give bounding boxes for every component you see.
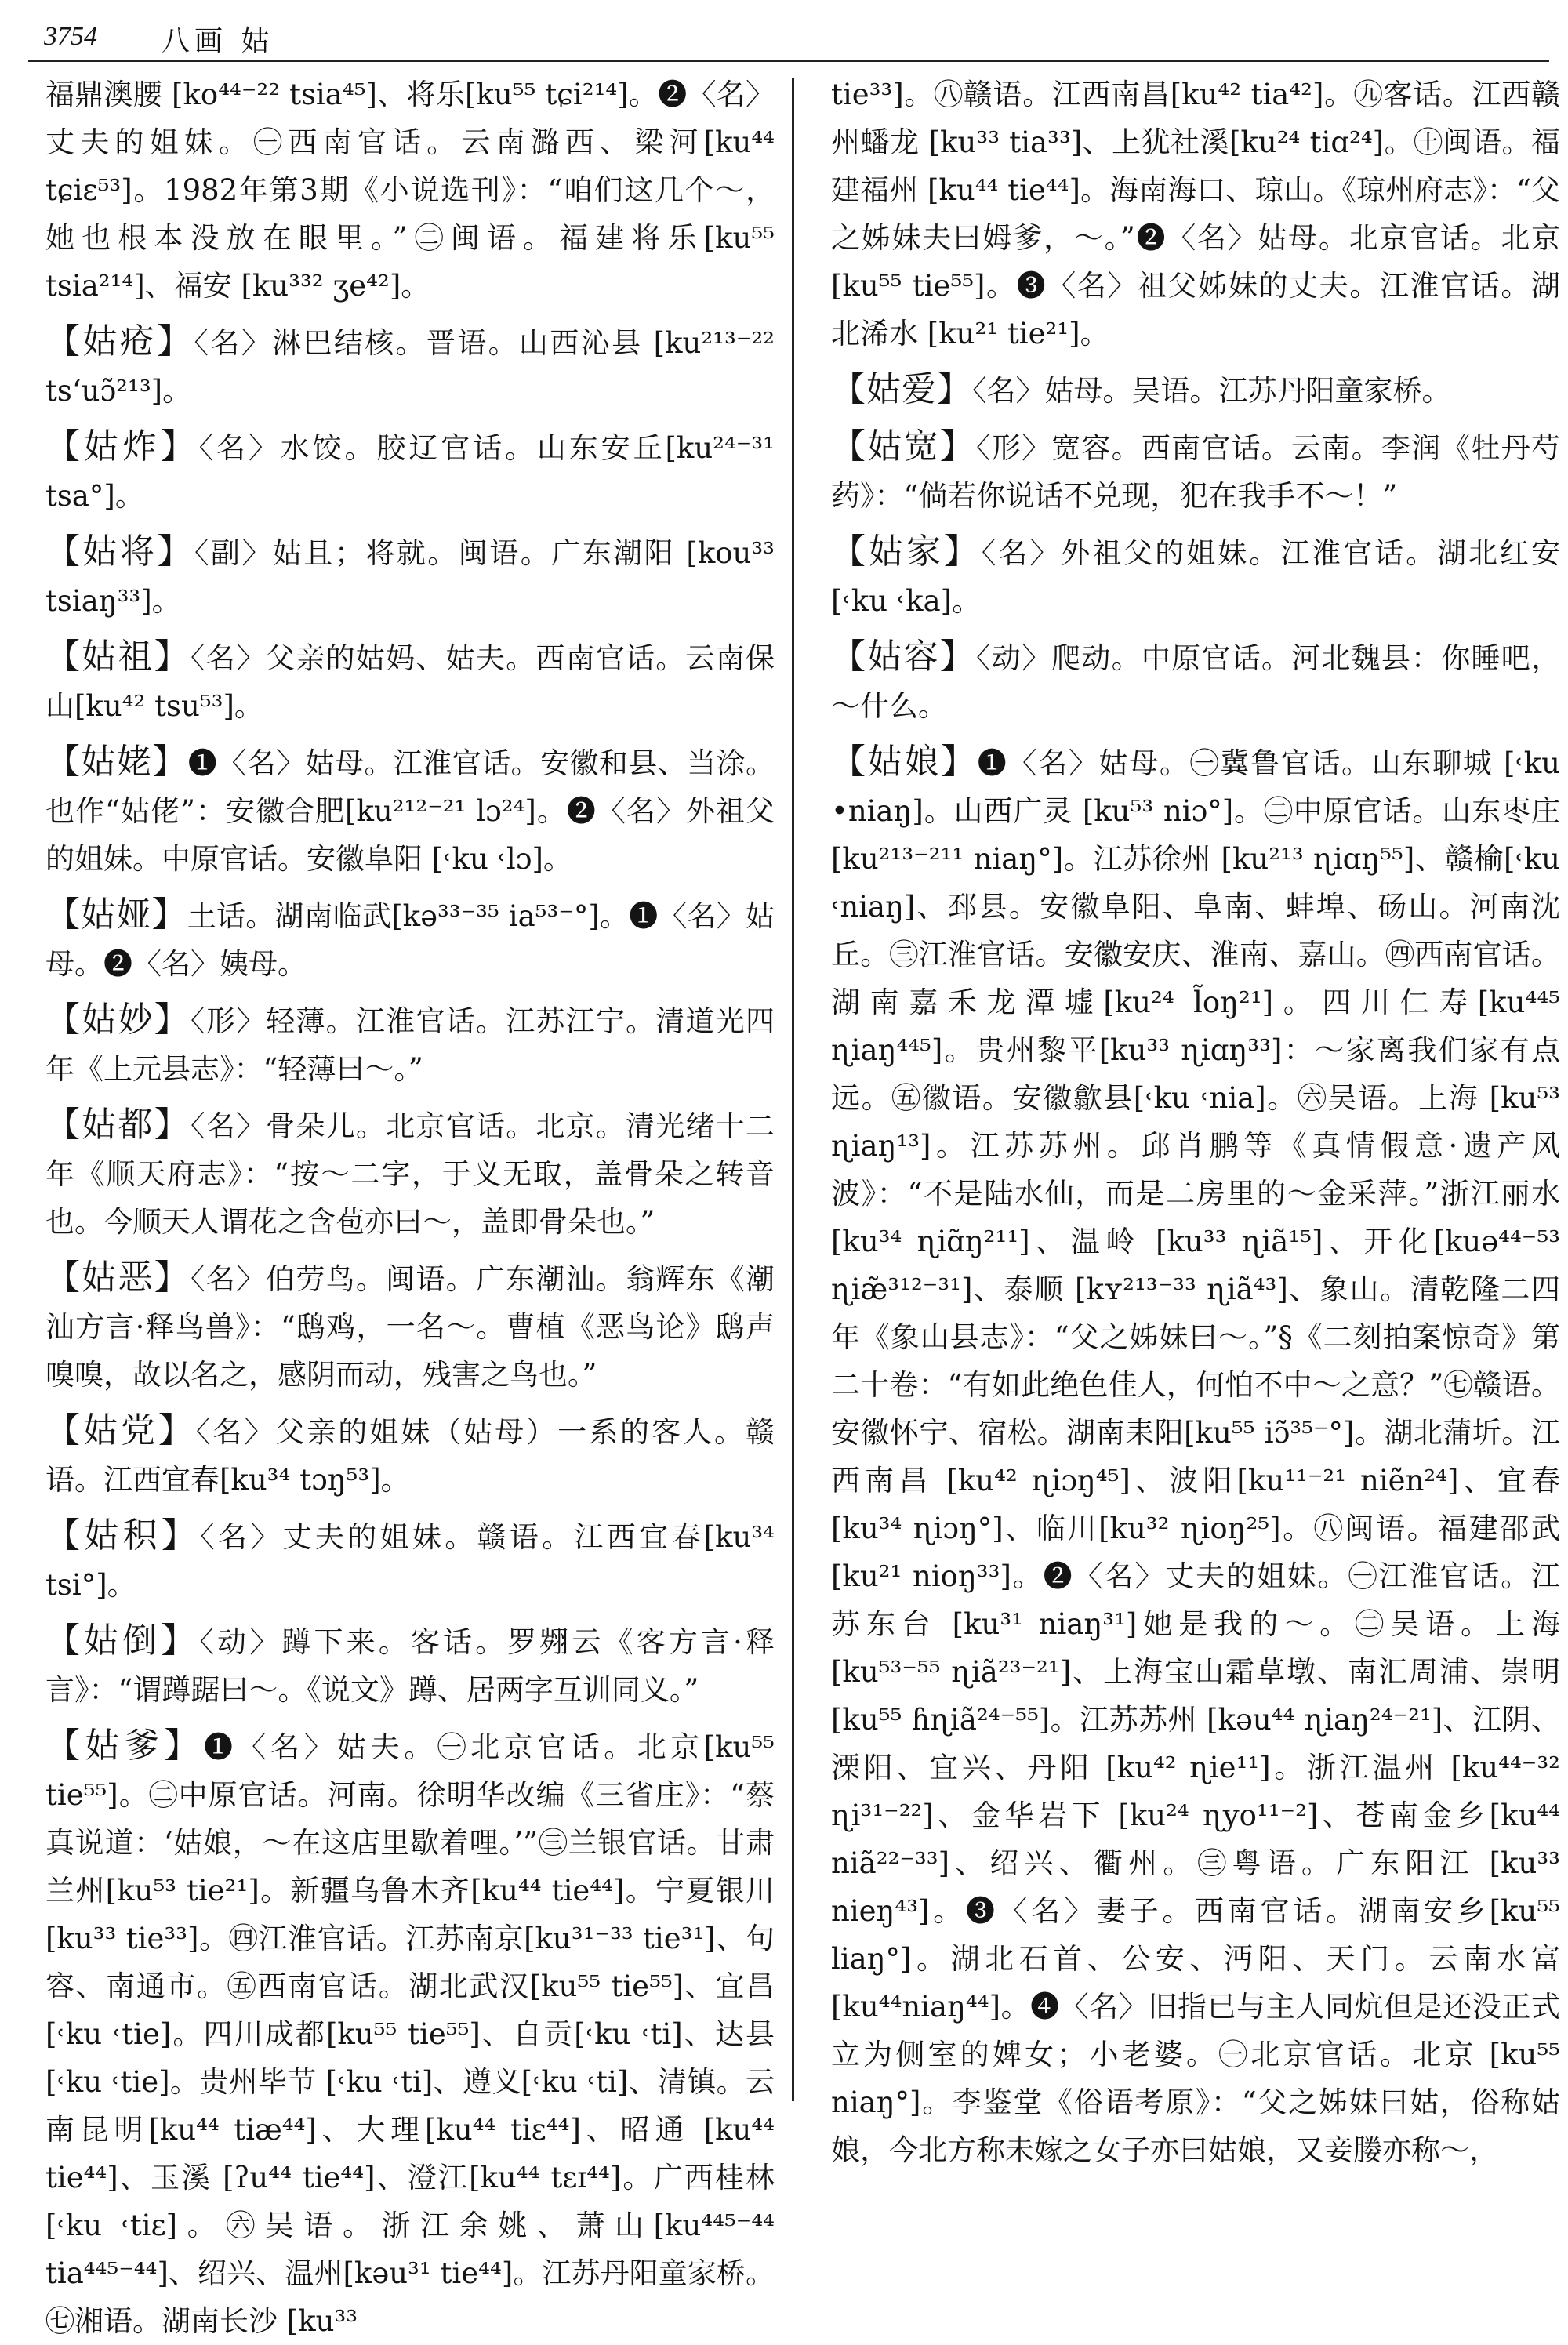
entry-headword: 【姑倒】 <box>45 1621 200 1661</box>
entry-text: 〈名〉父亲的姑妈、姑夫。西南官话。云南保山[ku⁴² tsu⁵³]。 <box>45 641 775 723</box>
dictionary-entry <box>831 69 1560 358</box>
entry-headword: 【姑娅】 <box>45 895 187 935</box>
entry-headword: 【姑容】 <box>831 637 976 677</box>
entry-text: 〈名〉伯劳鸟。闽语。广东潮汕。翁辉东《潮汕方言·释鸟兽》：“鸱鸡，一名～。曹植《恶鸟论》鸱声嗅嗅，故以名之，感阴而动，残害之鸟也。” <box>45 1262 775 1392</box>
entry-headword: 【姑炸】 <box>45 427 199 466</box>
entry-text: ❶〈名〉姑母。㊀冀鲁官话。山东聊城 [˓ku •niaŋ]。山西广灵 [ku⁵³ niɔ°]。㊁中原官话。山东枣庄[ku²¹³⁻²¹¹ niaŋ°]。江苏徐州 [ku²¹³ ɳiɑŋ⁵⁵]、赣榆[˓ku ˓niaŋ]、邳县。安徽阜阳、阜南、蚌埠、砀山。河南沈丘。㊂江淮官话。安徽安庆、淮南、嘉山。㊃西南官话。湖南嘉禾龙潭墟[ku²⁴ l̃oŋ²¹]。四川仁寿[ku⁴⁴⁵ ɳiaŋ⁴⁴⁵]。贵州黎平[ku³³ ɳiɑŋ³³]：～家离我们家有点远。㊄徽语。安徽歙县[˓ku ˓nia]。㊅吴语。上海 [ku⁵³ ɳiaŋ¹³]。江苏苏州。邱肖鹏等《真情假意·遗产风波》：“不是陆水仙，而是二房里的～金采萍。”浙江丽水 [ku³⁴ ɳiɑ̃ŋ²¹¹]、温岭 [ku³³ ɳiã¹⁵]、开化[kuə⁴⁴⁻⁵³ ɳiæ̃³¹²⁻³¹]、泰顺 [kʏ²¹³⁻³³ ɳiã⁴³]、象山。清乾隆二四年《象山县志》：“父之姊妹曰～。”§《二刻拍案惊奇》第二十卷：“有如此绝色佳人，何怕不中～之意？”㊆赣语。安徽怀宁、宿松。湖南耒阳[ku⁵⁵ iɔ̃³⁵⁻°]。湖北蒲圻。江西南昌 [ku⁴² ɳiɔŋ⁴⁵]、波阳[ku¹¹⁻²¹ niẽn²⁴]、宜春[ku³⁴ ɳiɔŋ°]、临川[ku³² ɳioŋ²⁵]。㊇闽语。福建邵武[ku²¹ nioŋ³³]。❷〈名〉丈夫的姐妹。㊀江淮官话。江苏东台 [ku³¹ niaŋ³¹]她是我的～。㊁吴语。上海[ku⁵³⁻⁵⁵ ɳiã²³⁻²¹]、上海宝山霜草墩、南汇周浦、崇明[ku⁵⁵ ɦɳiã²⁴⁻⁵⁵]。江苏苏州 [kəu⁴⁴ ɳiaŋ²⁴⁻²¹]、江阴、溧阳、宜兴、丹阳 [ku⁴² ɳie¹¹]。浙江温州 [ku⁴⁴⁻³² ɳi³¹⁻²²]、金华岩下 [ku²⁴ ɳyo¹¹⁻²]、苍南金乡[ku⁴⁴ niã²²⁻³³]、绍兴、衢州。㊂粤语。广东阳江 [ku³³ nieŋ⁴³]。❸〈名〉妻子。西南官话。湖南安乡[ku⁵⁵ liaŋ°]。湖北石首、公安、沔阳、天门。云南水富 [ku⁴⁴niaŋ⁴⁴]。❹〈名〉旧指已与主人同炕但是还没正式立为侧室的婢女；小老婆。㊀北京官话。北京 [ku⁵⁵ niaŋ°]。李鉴堂《俗语考原》：“父之姊妹曰姑，俗称姑娘，今北方称未嫁之女子亦曰姑娘，又妾媵亦称～， <box>831 746 1561 2167</box>
entry-headword: 【姑爹】 <box>45 1726 205 1766</box>
dictionary-entry <box>45 1617 775 1714</box>
page-number: 3754 <box>44 22 97 51</box>
entry-headword: 【姑宽】 <box>831 427 976 466</box>
entry-text: 〈动〉蹲下来。客话。罗翙云《客方言·释言》：“谓蹲踞曰～。《说文》蹲、居两字互训同义。” <box>45 1625 775 1707</box>
dictionary-entry <box>831 365 1560 415</box>
dictionary-entry <box>831 423 1560 520</box>
entry-text: 〈动〉爬动。中原官话。河北魏县：你睡吧，～什么。 <box>831 641 1561 723</box>
dictionary-entry <box>45 1722 775 2345</box>
dictionary-entry <box>45 1512 775 1609</box>
page-header <box>28 14 1549 62</box>
entry-headword: 【姑恶】 <box>45 1258 191 1298</box>
dictionary-entry <box>45 633 775 730</box>
entry-text: 土话。湖南临武[kə³³⁻³⁵ ia⁵³⁻°]。❶〈名〉姑母。❷〈名〉姨母。 <box>45 899 775 981</box>
entry-headword: 【姑积】 <box>45 1516 201 1555</box>
entry-text: 〈名〉淋巴结核。晋语。山西沁县 [ku²¹³⁻²² tsʻuɔ̃²¹³]。 <box>45 326 775 408</box>
dictionary-entry <box>45 528 775 625</box>
entry-headword: 【姑将】 <box>45 532 194 572</box>
entry-headword: 【姑姥】 <box>45 742 188 782</box>
entry-headword: 【姑党】 <box>45 1410 196 1450</box>
dictionary-entry <box>45 891 775 988</box>
dictionary-entry <box>45 996 775 1093</box>
entry-headword: 【姑妙】 <box>45 1000 191 1040</box>
entry-headword: 【姑疮】 <box>45 321 194 361</box>
dictionary-entry <box>831 528 1560 625</box>
page-section-title: 八画 姑 <box>162 25 274 57</box>
dictionary-entry <box>831 633 1560 730</box>
entry-headword: 【姑家】 <box>831 532 982 572</box>
dictionary-entry <box>45 1254 775 1399</box>
dictionary-entry <box>45 1407 775 1504</box>
entry-text: 〈名〉水饺。胶辽官话。山东安丘[ku²⁴⁻³¹ tsa°]。 <box>45 431 775 513</box>
entry-text: 〈副〉姑且；将就。闽语。广东潮阳 [kou³³ tsiaŋ³³]。 <box>45 536 775 618</box>
dictionary-entry <box>45 69 775 310</box>
dictionary-entry <box>45 318 775 415</box>
dictionary-entry <box>45 1101 775 1246</box>
entry-text: 〈形〉轻薄。江淮官话。江苏江宁。清道光四年《上元县志》：“轻薄曰～。” <box>45 1004 775 1086</box>
entry-text: 〈形〉宽容。西南官话。云南。李润《牡丹芍药》：“倘若你说话不兑现，犯在我手不～！” <box>831 431 1561 513</box>
entry-headword: 【姑娘】 <box>831 742 978 782</box>
entry-text: 〈名〉丈夫的姐妹。赣语。江西宜春[ku³⁴ tsi°]。 <box>45 1520 775 1602</box>
entry-text: ❶〈名〉姑母。江淮官话。安徽和县、当涂。也作“姑佬”：安徽合肥[ku²¹²⁻²¹ lɔ²⁴]。❷〈名〉外祖父的姐妹。中原官话。安徽阜阳 [˓ku ˓lɔ]。 <box>45 746 775 876</box>
entry-text: 福鼎澳腰 [ko⁴⁴⁻²² tsia⁴⁵]、将乐[ku⁵⁵ tɕi²¹⁴]。❷〈名〉丈夫的姐妹。㊀西南官话。云南潞西、梁河[ku⁴⁴ tɕiɛ⁵³]。1982年第3期《小说选刊》：“咱们这几个～，她也根本没放在眼里。”㊁闽语。福建将乐[ku⁵⁵ tsia²¹⁴]、福安 [ku³³² ʒe⁴²]。 <box>45 78 775 303</box>
dictionary-entry <box>831 738 1560 2174</box>
entry-text: ❶〈名〉姑夫。㊀北京官话。北京[ku⁵⁵ tie⁵⁵]。㊁中原官话。河南。徐明华改编《三省庄》：“蔡真说道：‘姑娘，～在这店里歇着哩。’”㊂兰银官话。甘肃兰州[ku⁵³ tie²¹]。新疆乌鲁木齐[ku⁴⁴ tie⁴⁴]。宁夏银川[ku³³ tie³³]。㊃江淮官话。江苏南京[ku³¹⁻³³ tie³¹]、句容、南通市。㊄西南官话。湖北武汉[ku⁵⁵ tie⁵⁵]、宜昌[˓ku ˓tie]。四川成都[ku⁵⁵ tie⁵⁵]、自贡[˓ku ˓ti]、达县 [˓ku ˓tie]。贵州毕节 [˓ku ˓ti]、遵义[˓ku ˓ti]、清镇。云南昆明[ku⁴⁴ tiæ⁴⁴]、大理[ku⁴⁴ tiɛ⁴⁴]、昭通 [ku⁴⁴ tie⁴⁴]、玉溪 [ʔu⁴⁴ tie⁴⁴]、澄江[ku⁴⁴ tɛɪ⁴⁴]。广西桂林 [˓ku ˓tiɛ]。㊅吴语。浙江余姚、萧山[ku⁴⁴⁵⁻⁴⁴ tia⁴⁴⁵⁻⁴⁴]、绍兴、温州[kəu³¹ tie⁴⁴]。江苏丹阳童家桥。㊆湘语。湖南长沙 [ku³³ <box>45 1730 775 2338</box>
entry-text: 〈名〉父亲的姐妹（姑母）一系的客人。赣语。江西宜春[ku³⁴ tɔŋ⁵³]。 <box>45 1415 775 1497</box>
column-divider <box>792 78 794 2101</box>
dictionary-entry <box>45 423 775 520</box>
entry-text: tie³³]。㊇赣语。江西南昌[ku⁴² tia⁴²]。㊈客话。江西赣州蟠龙 [ku³³ tia³³]、上犹社溪[ku²⁴ tiɑ²⁴]。㊉闽语。福建福州 [ku⁴⁴ tie⁴⁴]。海南海口、琼山。《琼州府志》：“父之姊妹夫曰姆爹，～。”❷〈名〉姑母。北京官话。北京 [ku⁵⁵ tie⁵⁵]。❸〈名〉祖父姊妹的丈夫。江淮官话。湖北浠水 [ku²¹ tie²¹]。 <box>831 78 1560 350</box>
right-column <box>831 69 1561 2167</box>
entry-text: 〈名〉骨朵儿。北京官话。北京。清光绪十二年《顺天府志》：“按～二字，于义无取，盖骨朵之转音也。今顺天人谓花之含苞亦曰～，盖即骨朵也。” <box>45 1109 775 1239</box>
entry-text: 〈名〉姑母。吴语。江苏丹阳童家桥。 <box>972 374 1451 408</box>
entry-text: 〈名〉外祖父的姐妹。江淮官话。湖北红安[˓ku ˓ka]。 <box>831 536 1561 618</box>
entry-headword: 【姑祖】 <box>45 637 191 677</box>
left-column <box>45 69 775 2338</box>
entry-headword: 【姑爱】 <box>831 369 972 409</box>
dictionary-entry <box>45 738 775 883</box>
entry-headword: 【姑都】 <box>45 1105 191 1145</box>
